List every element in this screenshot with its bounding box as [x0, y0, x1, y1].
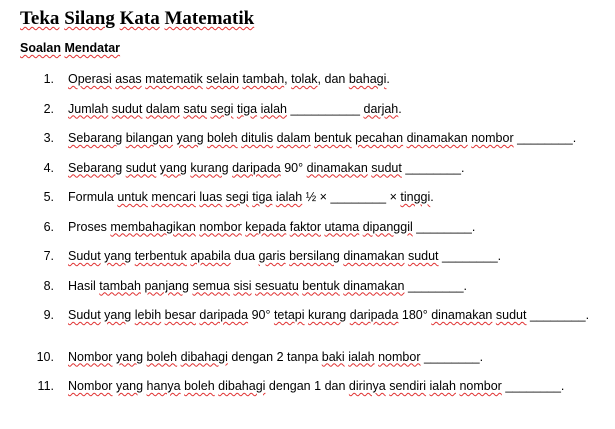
- list-item: [0, 97, 615, 127]
- item-number: 2.: [43, 101, 54, 116]
- list-item: [0, 185, 615, 215]
- item-text: Sudut yang lebih besar daripada 90° tetapi kurang daripada 180° dinamakan sudut ________.: [68, 308, 590, 322]
- item-number: 8.: [43, 278, 54, 293]
- list-item: [0, 274, 615, 304]
- section-heading: Soalan Mendatar: [20, 41, 121, 55]
- item-number: 1.: [43, 72, 54, 86]
- item-number: 3.: [43, 131, 54, 145]
- item-number: 10.: [36, 349, 54, 364]
- item-text: Proses membahagikan nombor kepada faktor utama dipanggil ________.: [68, 219, 476, 234]
- item-number: 9.: [43, 308, 54, 322]
- item-number: 11.: [37, 379, 54, 393]
- list-item: [0, 156, 615, 186]
- item-text: Jumlah sudut dalam satu segi tiga ialah __________ darjah.: [68, 101, 402, 116]
- item-number: 6.: [43, 219, 54, 234]
- list-item: [0, 374, 615, 404]
- item-text: Hasil tambah panjang semua sisi sesuatu bentuk dinamakan ________.: [68, 278, 468, 293]
- item-number: 5.: [43, 190, 54, 204]
- item-text: Sebarang bilangan yang boleh ditulis dalam bentuk pecahan dinamakan nombor ________.: [68, 131, 577, 145]
- list-item: [0, 215, 615, 245]
- list-item: [0, 303, 615, 345]
- list-item: [0, 345, 615, 375]
- item-text: Nombor yang boleh dibahagi dengan 2 tanpa baki ialah nombor ________.: [68, 349, 484, 364]
- question-list: [0, 67, 615, 404]
- item-text: Formula untuk mencari luas segi tiga ialah ½ × ________ × tinggi.: [68, 190, 434, 204]
- page-title: Teka Silang Kata Matematik: [20, 8, 255, 29]
- item-text: Nombor yang hanya boleh dibahagi dengan 1 dan dirinya sendiri ialah nombor ________.: [68, 379, 565, 393]
- item-number: 4.: [43, 160, 54, 175]
- item-number: 7.: [43, 249, 54, 263]
- item-text: Sudut yang terbentuk apabila dua garis bersilang dinamakan sudut ________.: [68, 249, 502, 263]
- item-text: Sebarang sudut yang kurang daripada 90° dinamakan sudut ________.: [68, 160, 465, 175]
- list-item: [0, 244, 615, 274]
- item-text: Operasi asas matematik selain tambah, tolak, dan bahagi.: [68, 72, 390, 86]
- list-item: [0, 67, 615, 97]
- list-item: [0, 126, 615, 156]
